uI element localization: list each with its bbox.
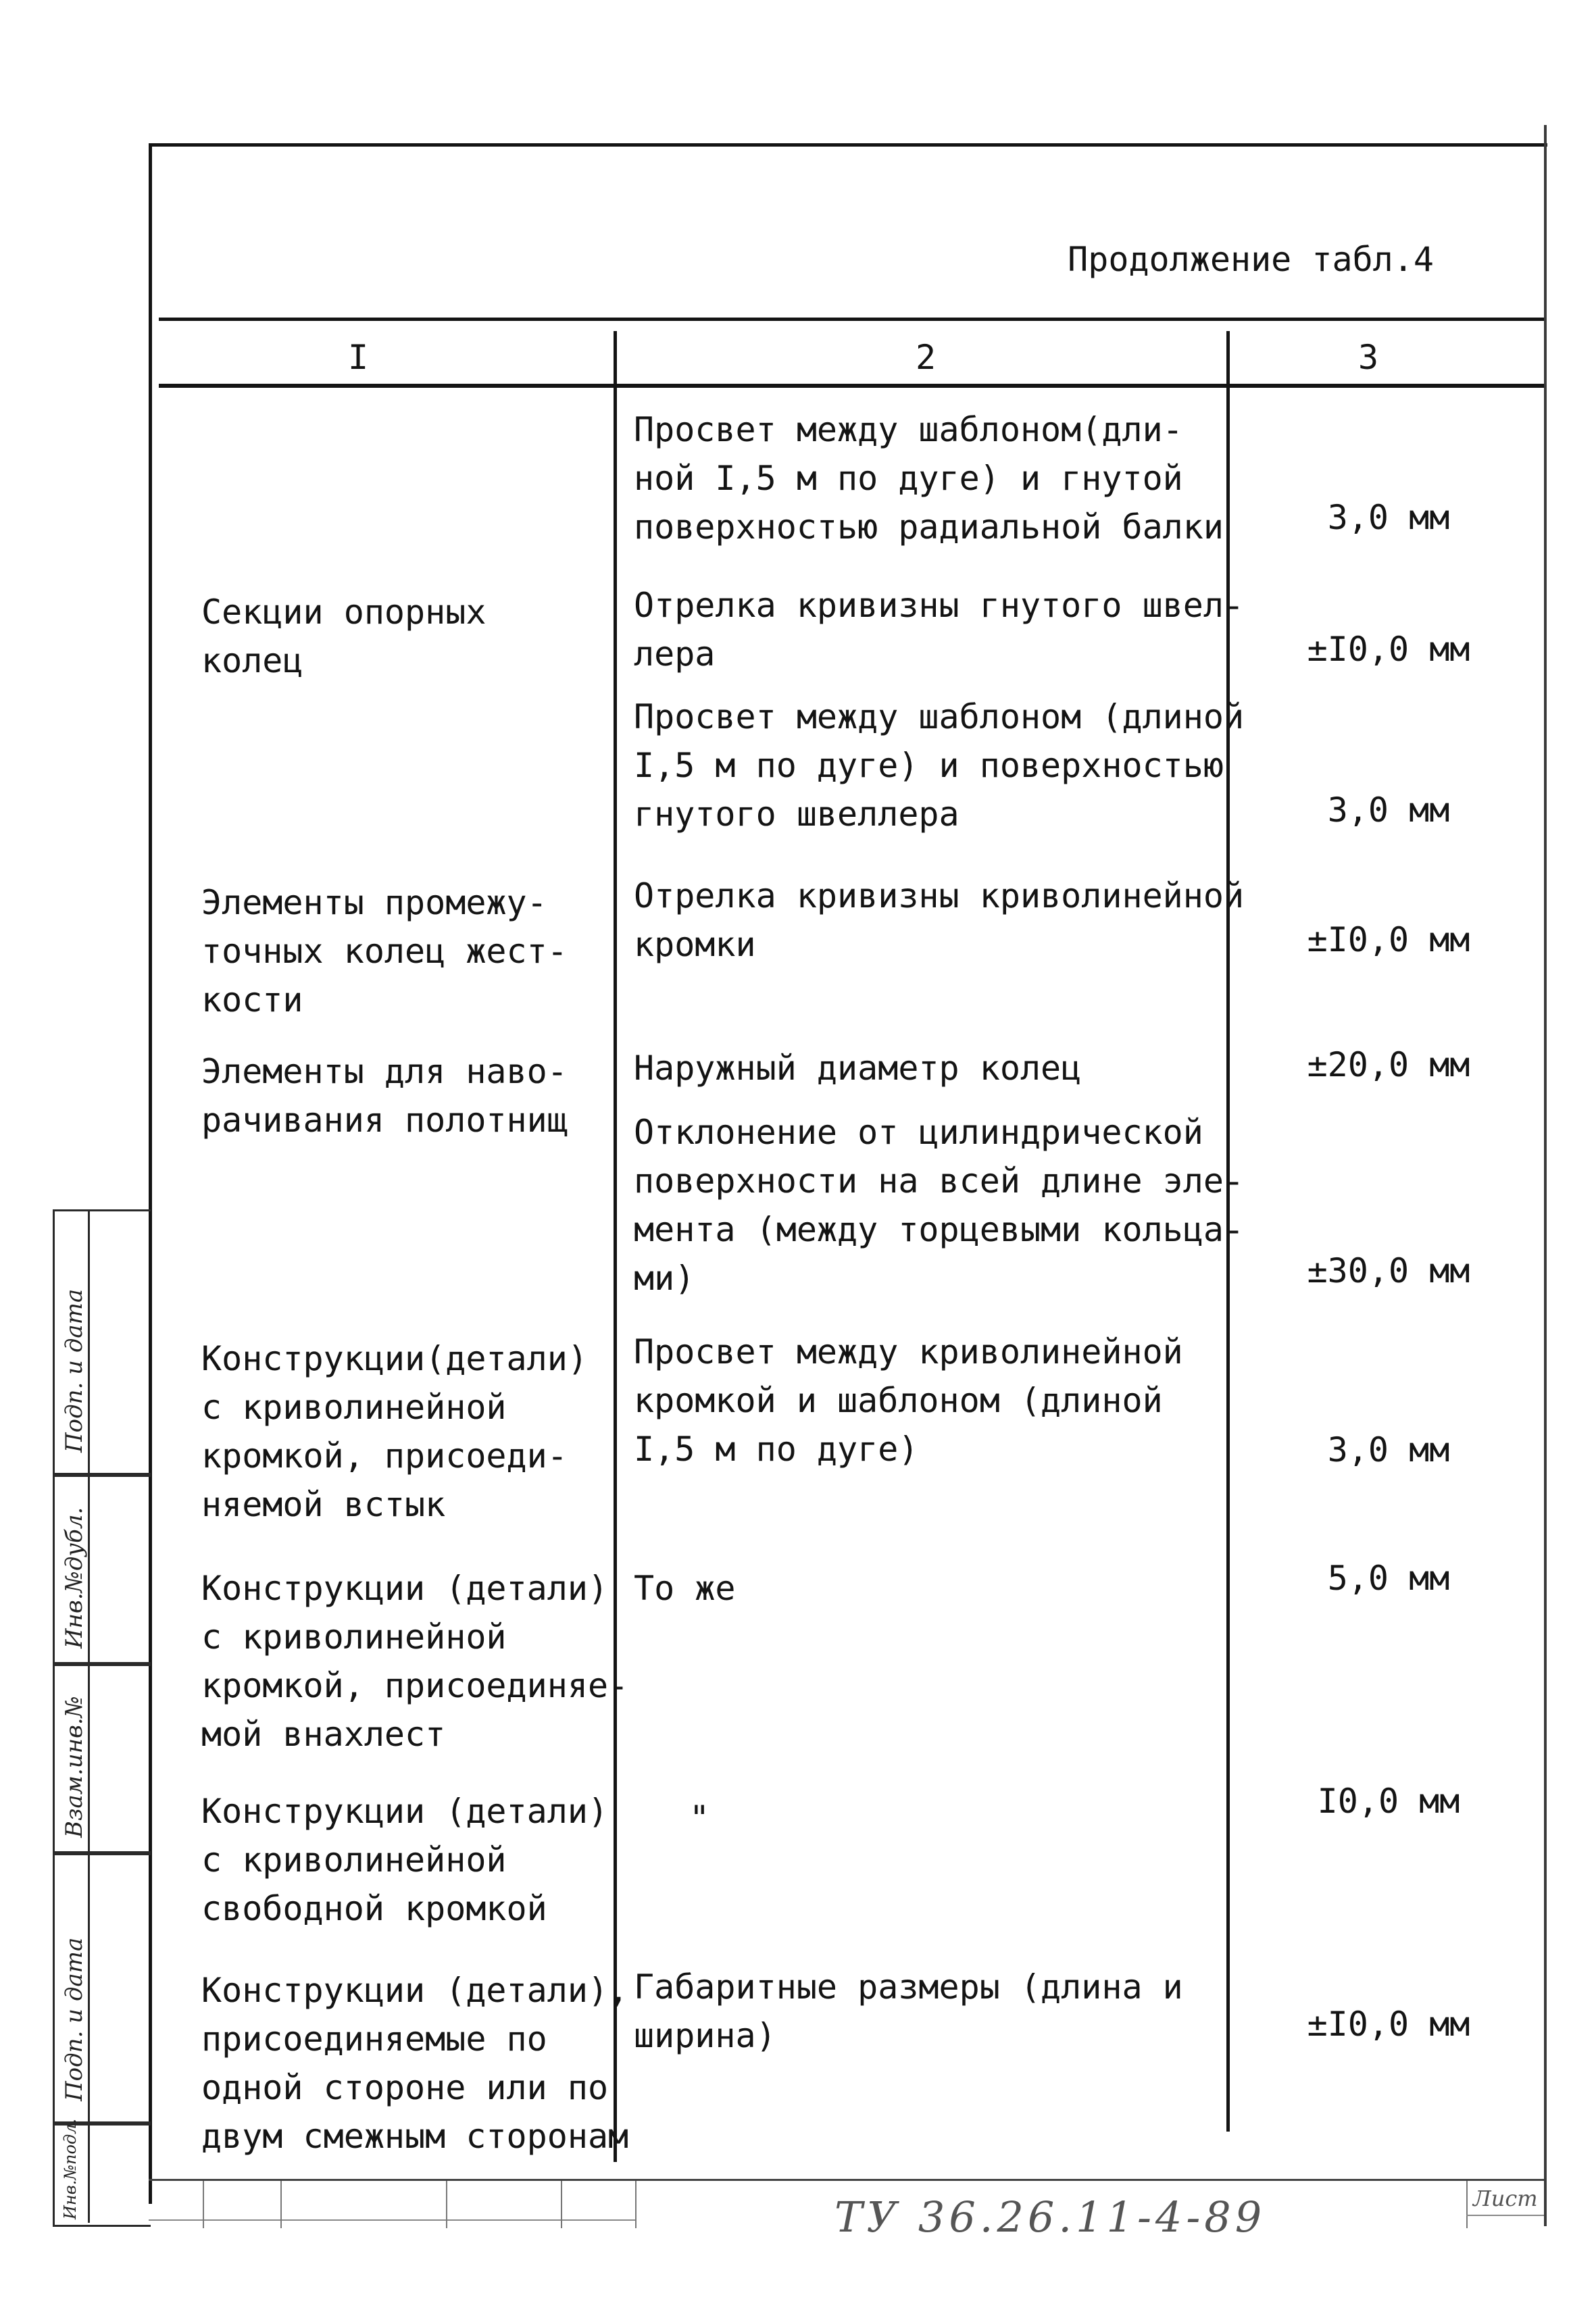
column-header-2: 2 xyxy=(915,338,937,377)
header-bottom-rule xyxy=(159,384,1544,388)
document-code: ТУ 36.26.11-4-89 xyxy=(834,2192,1266,2242)
row-3-requirement: Просвет между шаблоном (длиной I,5 м по дуге) и поверхностью гнутого швеллера xyxy=(634,697,1245,834)
row-10-element: Конструкции (детали), присоединяемые по одной стороне или по двум смежным сторонам xyxy=(201,1971,629,2156)
column-header-1: I xyxy=(347,338,369,377)
row-8-requirement: То же xyxy=(634,1569,736,1608)
row-8-tolerance: 5,0 мм xyxy=(1327,1559,1450,1598)
frame-right-border xyxy=(1544,125,1547,2226)
row-10-tolerance: ±I0,0 мм xyxy=(1307,2005,1470,2044)
row-1-requirement: Просвет между шаблоном(дли- ной I,5 м по дуге) и гнутой поверхностью радиальной балки xyxy=(634,410,1224,547)
row-5-requirement: Наружный диаметр колец xyxy=(634,1049,1082,1088)
column-header-3: 3 xyxy=(1357,338,1379,377)
row-1-tolerance: 3,0 мм xyxy=(1327,498,1450,537)
row-7-requirement: Просвет между криволинейной кромкой и шаблоном (длиной I,5 м по дуге) xyxy=(634,1332,1183,1469)
footer-cell-divider xyxy=(446,2181,447,2228)
stamp-divider xyxy=(88,1209,90,2223)
footer-inner-rule xyxy=(149,2219,635,2221)
row-9-tolerance: I0,0 мм xyxy=(1317,1782,1460,1821)
row-2-requirement: Отрелка кривизны гнутого швел- лера xyxy=(634,586,1245,674)
footer-top-rule xyxy=(149,2179,1544,2181)
stamp-dup-inv: Инв.№дубл. xyxy=(61,1507,88,1649)
row-9-requirement: " xyxy=(689,1799,710,1838)
column-divider-1 xyxy=(614,331,617,2162)
row-10-requirement: Габаритные размеры (длина и ширина) xyxy=(634,1967,1183,2055)
row-3-tolerance: 3,0 мм xyxy=(1327,790,1450,830)
row-6-tolerance: ±30,0 мм xyxy=(1307,1251,1470,1290)
stamp-orig-inv: Инв.№подл. xyxy=(61,2118,80,2219)
footer-sheet-divider xyxy=(1466,2181,1468,2228)
table-top-rule xyxy=(159,318,1544,321)
row-5-tolerance: ±20,0 мм xyxy=(1307,1045,1470,1084)
stamp-sign-date-2: Подп. и дата xyxy=(61,1937,88,2101)
stamp-replace-inv: Взам.инв.№ xyxy=(61,1696,88,1838)
row-5-element: Элементы для наво- рачивания полотнищ xyxy=(201,1052,568,1140)
frame-top-border xyxy=(149,143,1547,147)
row-7-element: Конструкции(детали) с криволинейной кромкой, присоеди- няемой встык xyxy=(201,1339,588,1524)
row-4-requirement: Отрелка кривизны криволинейной кромки xyxy=(634,876,1245,964)
row-4-tolerance: ±I0,0 мм xyxy=(1307,920,1470,959)
row-6-requirement: Отклонение от цилиндрической поверхности на всей длине эле- мента (между торцевыми кольца- ми) xyxy=(634,1113,1245,1298)
row-2-element: Секции опорных колец xyxy=(201,593,487,680)
row-2-tolerance: ±I0,0 мм xyxy=(1307,630,1470,669)
footer-cell-divider xyxy=(203,2181,204,2228)
footer-cell-divider xyxy=(561,2181,562,2228)
sheet-label: Лист xyxy=(1473,2186,1538,2211)
footer-sheet-rule xyxy=(1466,2215,1544,2216)
footer-cell-divider xyxy=(635,2181,637,2228)
row-9-element: Конструкции (детали) с криволинейной свободной кромкой xyxy=(201,1792,609,1928)
stamp-sign-date-1: Подп. и дата xyxy=(61,1288,88,1453)
footer-cell-divider xyxy=(280,2181,282,2228)
row-8-element: Конструкции (детали) с криволинейной кромкой, присоединяе- мой внахлест xyxy=(201,1569,629,1754)
row-7-tolerance: 3,0 мм xyxy=(1327,1430,1450,1469)
row-4-element: Элементы промежу- точных колец жест- кости xyxy=(201,883,568,1020)
table-caption: Продолжение табл.4 xyxy=(1068,240,1434,279)
